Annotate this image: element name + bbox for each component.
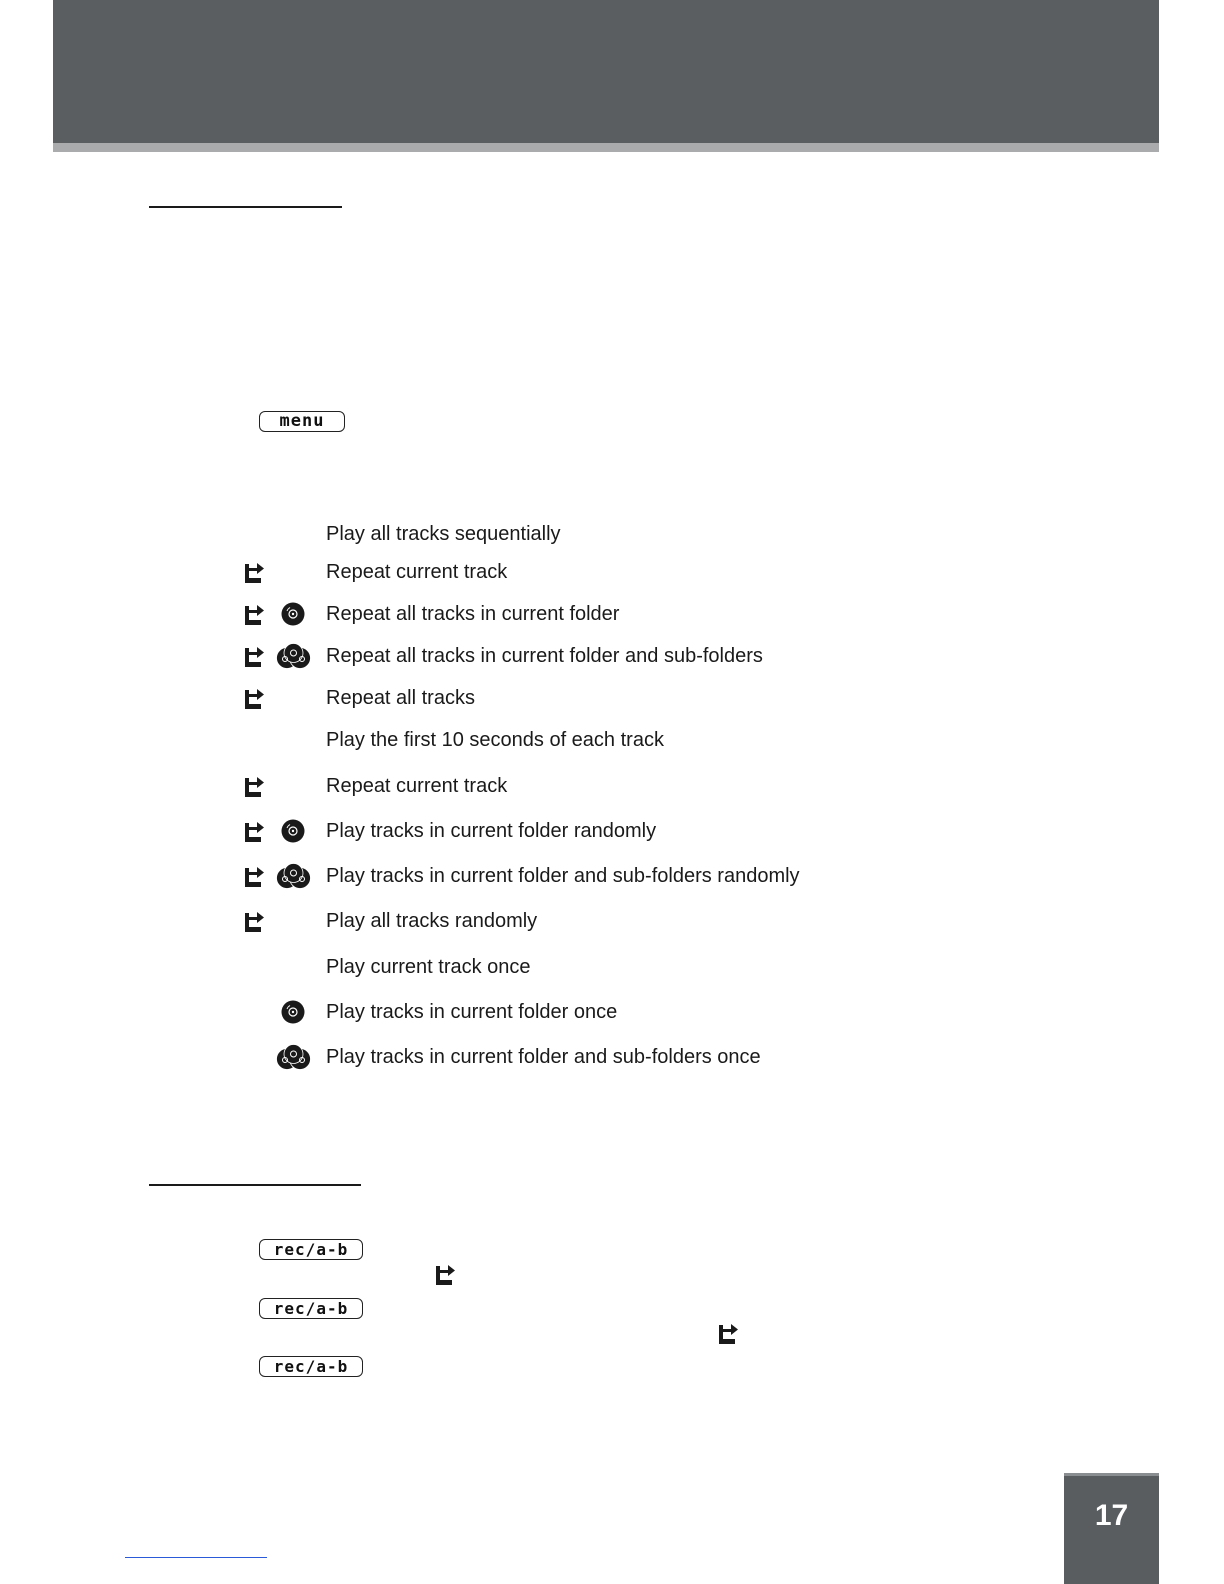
repeat-icon	[242, 909, 266, 933]
repeat-icon	[242, 560, 266, 584]
mode-row	[0, 599, 1224, 629]
menu-key-icon: menu	[259, 411, 345, 432]
mode-description: Play the first 10 seconds of each track	[326, 729, 664, 751]
page-number: 17	[1094, 1499, 1129, 1532]
mode-row	[0, 861, 1224, 891]
mode-row	[0, 771, 1224, 801]
folder-disc-icon	[281, 1000, 305, 1024]
mode-row	[0, 725, 1224, 755]
mode-row	[0, 1042, 1224, 1072]
mode-row	[0, 683, 1224, 713]
mode-description: Play tracks in current folder and sub-folders once	[326, 1046, 761, 1068]
mode-description: Repeat all tracks	[326, 687, 475, 709]
mode-row	[0, 519, 1224, 549]
folder-disc-icon	[281, 602, 305, 626]
mode-row	[0, 952, 1224, 982]
mode-description: Play current track once	[326, 956, 531, 978]
mode-row	[0, 816, 1224, 846]
mode-row	[0, 906, 1224, 936]
folder-disc-icon	[281, 819, 305, 843]
repeat-icon	[242, 864, 266, 888]
mode-row	[0, 557, 1224, 587]
header-band	[53, 0, 1159, 143]
repeat-icon	[242, 819, 266, 843]
footer-link-underline	[125, 1557, 267, 1558]
repeat-icon	[433, 1262, 457, 1286]
rec-ab-key-icon: rec/a-b	[259, 1239, 363, 1260]
repeat-icon	[242, 686, 266, 710]
repeat-icon	[716, 1321, 740, 1345]
mode-description: Play all tracks randomly	[326, 910, 538, 932]
mode-description: Play tracks in current folder and sub-folders randomly	[326, 865, 800, 887]
rec-ab-key-icon: rec/a-b	[259, 1298, 363, 1319]
header-stripe	[53, 143, 1159, 152]
repeat-icon	[242, 774, 266, 798]
rec-ab-key-icon: rec/a-b	[259, 1356, 363, 1377]
subfolder-discs-icon	[276, 1044, 311, 1070]
mode-row	[0, 997, 1224, 1027]
subfolder-discs-icon	[276, 863, 311, 889]
subfolder-discs-icon	[276, 643, 311, 669]
repeat-icon	[242, 644, 266, 668]
mode-description: Repeat current track	[326, 561, 508, 583]
section-heading-rule	[149, 206, 342, 208]
mode-description: Repeat current track	[326, 775, 508, 797]
page-number-tab-shade	[1064, 1473, 1159, 1476]
mode-description: Repeat all tracks in current folder and sub-folders	[326, 645, 763, 667]
mode-description: Play all tracks sequentially	[326, 523, 561, 545]
mode-description: Play tracks in current folder randomly	[326, 820, 657, 842]
repeat-icon	[242, 602, 266, 626]
mode-description: Repeat all tracks in current folder	[326, 603, 620, 625]
mode-row	[0, 641, 1224, 671]
section-heading-rule	[149, 1184, 361, 1186]
mode-description: Play tracks in current folder once	[326, 1001, 618, 1023]
